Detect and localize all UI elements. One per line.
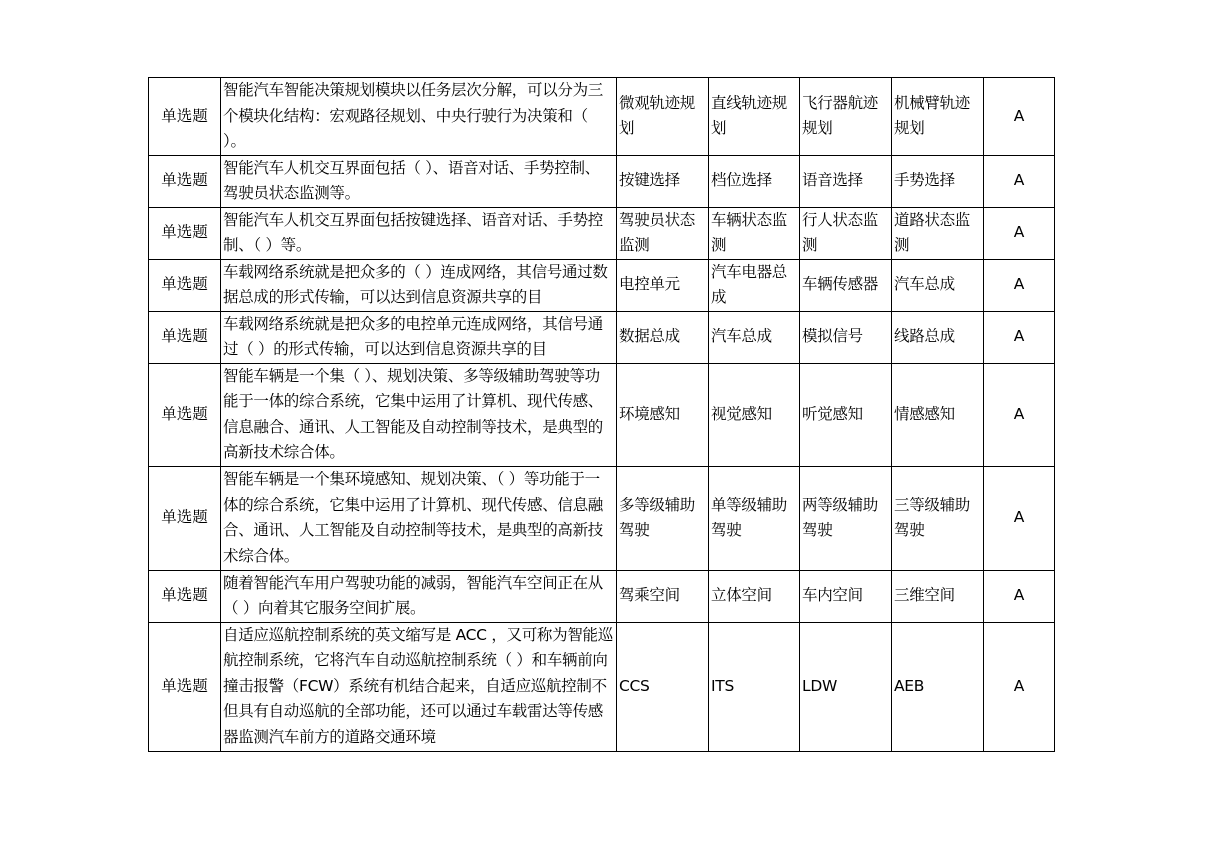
question-text-cell [221,311,617,363]
option-d-cell: AEB [892,622,984,751]
option-d-cell: 道路状态监测 [892,207,984,259]
table-row [149,259,1055,311]
table-row [149,363,1055,466]
option-a-cell: 按键选择 [617,155,709,207]
option-b-cell: 立体空间 [709,570,800,622]
answer-cell: A [984,570,1055,622]
option-c-cell: 模拟信号 [800,311,892,363]
question-type-cell: 单选题 [149,622,221,751]
option-c-cell: 飞行器航迹规划 [800,78,892,156]
answer-cell: A [984,311,1055,363]
table-row [149,466,1055,570]
question-type-cell: 单选题 [149,311,221,363]
table-row [149,622,1055,751]
option-b-cell: 汽车电器总成 [709,259,800,311]
table-row [149,155,1055,207]
question-table [148,77,1055,752]
question-text-cell: 智能车辆是一个集（ ）、规划决策、多等级辅助驾驶等功能于一体的综合系统，它集中运用了计算机、现代传感、信息融合、通讯、人工智能及自动控制等技术，是典型的高新技术综合体。 [221,363,617,466]
option-a-cell: 驾乘空间 [617,570,709,622]
answer-cell: A [984,622,1055,751]
question-type-cell: 单选题 [149,570,221,622]
table-row [149,207,1055,259]
question-text-cell [221,622,617,751]
option-a-cell: 驾驶员状态监测 [617,207,709,259]
question-text: 自适应巡航控制系统的英文缩写是 ACC ，又可称为智能巡航控制系统，它将汽车自动巡航控制系统（ ）和车辆前向撞击报警（FCW）系统有机结合起来，自适应巡航控制不但具有自动巡航的全部功能，还可以通过车载雷达等传感器监测汽车前方的道路交通环境 [223,625,613,746]
option-d-cell: 手势选择 [892,155,984,207]
table-row [149,311,1055,363]
question-text-cell: 智能车辆是一个集环境感知、规划决策、（ ）等功能于一体的综合系统，它集中运用了计算机、现代传感、信息融合、通讯、人工智能及自动控制等技术，是典型的高新技术综合体。 [221,466,617,570]
answer-cell: A [984,363,1055,466]
answer-cell: A [984,155,1055,207]
table-row [149,78,1055,156]
option-c-cell: 行人状态监测 [800,207,892,259]
option-c-cell: 两等级辅助驾驶 [800,466,892,570]
option-d-cell: 三等级辅助驾驶 [892,466,984,570]
option-b-cell: 车辆状态监测 [709,207,800,259]
question-type-cell: 单选题 [149,466,221,570]
answer-cell: A [984,466,1055,570]
question-type-cell: 单选题 [149,207,221,259]
option-c-cell: 车辆传感器 [800,259,892,311]
option-a-cell: CCS [617,622,709,751]
question-text-cell: 智能汽车人机交互界面包括（ ）、语音对话、手势控制、驾驶员状态监测等。 [221,155,617,207]
option-a-cell: 电控单元 [617,259,709,311]
question-text-cell: 随着智能汽车用户驾驶功能的减弱，智能汽车空间正在从（ ）向着其它服务空间扩展。 [221,570,617,622]
option-d-cell: 机械臂轨迹规划 [892,78,984,156]
option-c-cell: 听觉感知 [800,363,892,466]
option-a-cell: 多等级辅助驾驶 [617,466,709,570]
option-d-cell: 情感感知 [892,363,984,466]
question-text-cell [221,259,617,311]
question-type-cell: 单选题 [149,155,221,207]
option-b-cell: 档位选择 [709,155,800,207]
option-b-cell: ITS [709,622,800,751]
question-type-cell: 单选题 [149,363,221,466]
question-text-cell: 智能汽车人机交互界面包括按键选择、语音对话、手势控制、（ ）等。 [221,207,617,259]
option-d-cell: 三维空间 [892,570,984,622]
question-text-cell: 智能汽车智能决策规划模块以任务层次分解，可以分为三个模块化结构：宏观路径规划、中央行驶行为决策和（ ）。 [221,78,617,156]
option-c-cell: 车内空间 [800,570,892,622]
option-c-cell: 语音选择 [800,155,892,207]
question-text: 车载网络系统就是把众多的电控单元连成网络，其信号通过（ ）的形式传输，可以达到信息资源共享的目 [223,314,604,358]
answer-cell: A [984,207,1055,259]
option-d-cell: 线路总成 [892,311,984,363]
question-text: 车载网络系统就是把众多的（ ）连成网络，其信号通过数据总成的形式传输，可以达到信息资源共享的目 [223,262,608,306]
option-b-cell: 视觉感知 [709,363,800,466]
option-c-cell: LDW [800,622,892,751]
question-type-cell: 单选题 [149,78,221,156]
option-b-cell: 直线轨迹规划 [709,78,800,156]
option-a-cell: 微观轨迹规划 [617,78,709,156]
option-a-cell: 环境感知 [617,363,709,466]
answer-cell: A [984,78,1055,156]
option-a-cell: 数据总成 [617,311,709,363]
option-b-cell: 汽车总成 [709,311,800,363]
table-row [149,570,1055,622]
option-d-cell: 汽车总成 [892,259,984,311]
option-b-cell: 单等级辅助驾驶 [709,466,800,570]
answer-cell: A [984,259,1055,311]
question-type-cell: 单选题 [149,259,221,311]
